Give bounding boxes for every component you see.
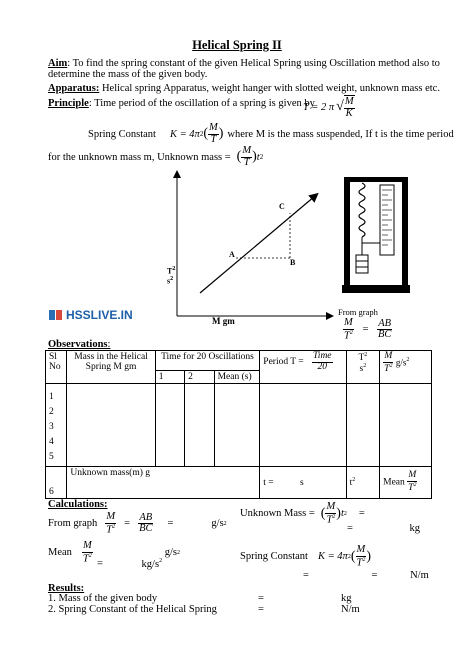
- hsslive-logo: [48, 308, 133, 322]
- point-b: B: [290, 258, 296, 267]
- principle-formula-lhs: T = 2 π: [303, 101, 335, 113]
- from-graph-label: From graph: [338, 307, 378, 317]
- spring-constant-line: Spring Constant K = 4π 2 ( $\frac{M}{T}$ ) where M is the mass suspended, If t is the time period: [88, 122, 454, 145]
- unknown-t-cell: [260, 467, 346, 499]
- logo-text: HSSLIVE.IN: [66, 308, 133, 322]
- unknown-mean-label: Mean: [383, 477, 405, 488]
- unknown-t-label: t =: [263, 477, 274, 488]
- calc-kg: kg: [409, 523, 421, 534]
- header-period-label: Period T =: [263, 357, 304, 368]
- calc-nm: N/m: [410, 570, 429, 581]
- observations-label: Observations:: [48, 339, 111, 350]
- point-c: C: [279, 202, 285, 211]
- calc-sc-label: Spring Constant: [240, 551, 308, 563]
- principle-text: : Time period of the oscillation of a spring is given by: [88, 98, 315, 109]
- unknown-mass-den: T: [243, 156, 250, 168]
- results-label: Results:: [48, 583, 85, 594]
- point-a: A: [229, 250, 235, 259]
- header-ratio-num: M: [384, 351, 393, 361]
- calculations-label: Calculations:: [48, 499, 108, 510]
- graph-ylabel: $T^2$ $s^2$: [167, 266, 176, 287]
- unknown-t-unit: s: [300, 477, 304, 488]
- header-t2-label: T: [358, 353, 365, 364]
- header-mean: Mean (s): [214, 371, 260, 384]
- calc-kgs2: kg/s: [141, 558, 160, 570]
- calc-spring-constant: Spring Constant K = 4π 2 ( $\frac{M}{T^2}$ ): [240, 544, 372, 568]
- calc-sc-den: T: [356, 557, 363, 568]
- aim-label: Aim: [48, 58, 68, 69]
- calc-unknown-mass: Unknown Mass = ( $\frac{M}{T^2}$ ) t 2 =: [240, 501, 365, 525]
- result-1-eq: =: [258, 593, 264, 604]
- cell-t2: [185, 384, 214, 467]
- unknown-t2-label: t: [349, 478, 353, 489]
- aim-text-2: determine the mass of the given body.: [48, 69, 208, 80]
- header-time: Time for 20 Oscillations: [155, 351, 260, 371]
- spring-constant-label: Spring Constant: [88, 128, 156, 140]
- calc-bc: BC: [139, 523, 153, 535]
- graph-ratio-num: M: [344, 317, 353, 328]
- cell-mean: [214, 384, 260, 467]
- calc-unknown-mass-label: Unknown Mass =: [240, 508, 315, 520]
- graph-bc: BC: [377, 329, 392, 341]
- calc-mean-gs2: g/s: [164, 547, 178, 559]
- calc-sc-lhs: K = 4π: [317, 551, 348, 563]
- header-t2-trial: 2: [185, 371, 214, 384]
- row-number-4: 4: [49, 437, 54, 447]
- result-2-unit: N/m: [341, 604, 360, 615]
- from-graph-ratio: $\frac{M}{T^2}$ = $\frac{AB}{BC}$: [344, 317, 392, 341]
- aim-text-1: : To find the spring constant of the given Helical Spring using Oscillation method also to: [67, 58, 440, 69]
- header-period-num: Time: [313, 351, 332, 361]
- cell-period: [260, 384, 346, 467]
- header-t2: $T^2$ $s^2$: [346, 351, 380, 384]
- unknown-mass-line: for the unknown mass m, Unknown mass = ( $\frac{M}{T}$ ) t 2: [48, 145, 264, 168]
- calc-ratio-den: T: [106, 524, 113, 535]
- unknown-mass-suffix: t: [256, 151, 260, 163]
- row-number-2: 2: [49, 407, 54, 417]
- spring-constant-num: M: [209, 122, 218, 133]
- header-period: [260, 351, 346, 384]
- calc-ratio-num: M: [106, 511, 116, 522]
- calc-from-graph-label: From graph: [48, 518, 98, 530]
- cell-tsq: [346, 384, 380, 467]
- principle-formula-num: M: [344, 96, 354, 107]
- principle-formula: T = 2 π √ $\frac{M}{K}$: [303, 96, 354, 119]
- spring-constant-text: where M is the mass suspended, If t is the time period: [227, 128, 454, 140]
- calc-ab: AB: [139, 511, 153, 523]
- book-icon: [48, 308, 64, 322]
- row-number-1: 1: [49, 392, 54, 402]
- spring-constant-lhs: K = 4π: [169, 128, 200, 140]
- calc-unknown-mass-result: = kg: [347, 523, 421, 534]
- principle-section: [48, 98, 315, 109]
- calc-mean-eq2: = $kg/s^2$: [97, 558, 163, 570]
- principle-formula-den: K: [345, 107, 353, 119]
- calc-from-graph: From graph $\frac{M}{T^2}$ = $\frac{AB}{BC}$ = g/s 2: [48, 511, 227, 535]
- graph-ylabel-1: T: [167, 266, 173, 276]
- row-number-3: 3: [49, 422, 54, 432]
- unknown-mean-num: M: [408, 470, 417, 481]
- page-title: Helical Spring II: [192, 38, 282, 52]
- calc-mean: Mean $\frac{M}{T^2}$ g/s 2: [48, 540, 181, 564]
- observations-table: [45, 350, 432, 499]
- header-t1: 1: [155, 371, 184, 384]
- unknown-mass-text: for the unknown mass m, Unknown mass =: [48, 151, 231, 163]
- observations-label-text: Observations: [48, 339, 108, 350]
- unknown-mass-label: Unknown mass(m) g: [67, 467, 260, 499]
- header-period-den: 20: [317, 361, 328, 372]
- header-ratio: $\frac{M}{T^2}$ $g/s^2$: [380, 351, 432, 384]
- graph-line: [200, 196, 315, 293]
- header-mass: Mass in the Helical Spring M gm: [67, 351, 155, 384]
- unknown-mean-cell: Mean $\frac{M}{T^2}$: [380, 467, 432, 499]
- cell-ratio: [380, 384, 432, 467]
- aim-section: [48, 58, 448, 80]
- header-sl: Sl No: [46, 351, 67, 384]
- cell-t1: [155, 384, 184, 467]
- calc-um-den: T: [326, 514, 333, 525]
- result-2-eq: =: [258, 604, 264, 615]
- graph-xlabel: M gm: [212, 316, 235, 326]
- apparatus-label: Apparatus:: [48, 83, 100, 94]
- calc-um-num: M: [326, 501, 336, 512]
- calc-sc-num: M: [356, 544, 366, 555]
- unknown-mass-num: M: [242, 145, 252, 156]
- apparatus-section: [48, 83, 458, 94]
- row-number-5: 5: [49, 452, 54, 462]
- calc-gs2: g/s: [211, 518, 224, 530]
- unknown-row-number: 6: [46, 467, 67, 499]
- graph-ylabel-2: s: [167, 277, 171, 287]
- result-2: 2. Spring Constant of the Helical Spring: [48, 604, 217, 615]
- result-1-unit: kg: [341, 593, 352, 604]
- calc-sc-result: = = N/m: [303, 570, 429, 581]
- spring-constant-den: T: [210, 133, 217, 145]
- header-t2-unit: s: [359, 364, 364, 375]
- cell-mass: [67, 384, 155, 467]
- calc-mean-label: Mean: [48, 547, 72, 559]
- unknown-t2-cell: $t^2$: [346, 467, 380, 499]
- graph-ab: AB: [378, 317, 392, 329]
- principle-label: Principle: [48, 98, 89, 109]
- spring-apparatus-figure: [342, 175, 410, 295]
- calc-mean-num: M: [82, 540, 92, 551]
- graph-ratio-den: T: [344, 330, 350, 341]
- unknown-mean-den: T: [408, 483, 414, 494]
- header-ratio-unit: g/s: [395, 357, 407, 368]
- calc-um-t: t: [340, 508, 344, 520]
- calc-mean-den: T: [82, 553, 89, 564]
- apparatus-text: Helical spring Apparatus, weight hanger with slotted weight, unknown mass etc.: [99, 83, 440, 94]
- graph-diagram: [150, 168, 340, 328]
- row-numbers: [46, 384, 67, 467]
- result-1: 1. Mass of the given body: [48, 593, 158, 604]
- header-ratio-den: T: [384, 363, 390, 374]
